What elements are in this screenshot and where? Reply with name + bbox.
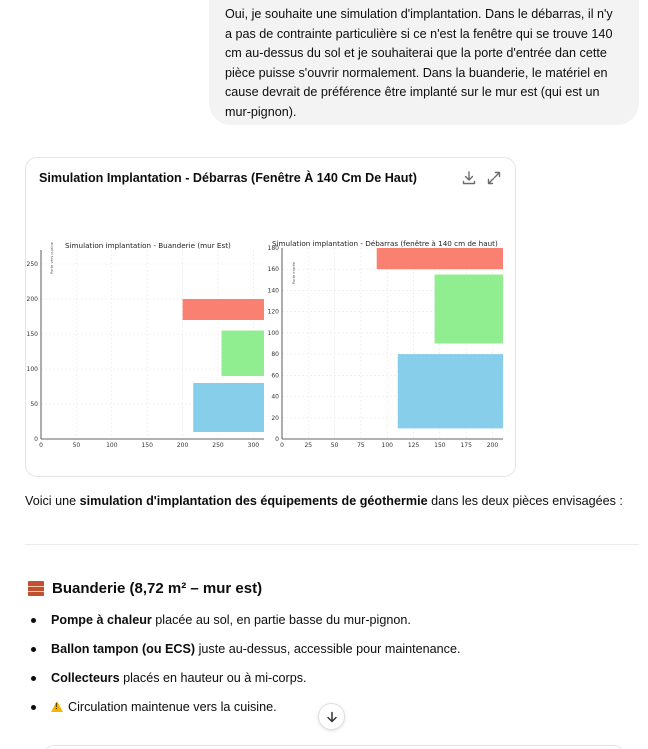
chart-card-title: Simulation Implantation - Débarras (Fenêtre À 140 Cm De Haut): [39, 171, 417, 185]
y-axis-label: Porte entrée: [292, 261, 296, 285]
list-item: [29, 639, 460, 668]
intro-text-start: Voici une: [25, 494, 80, 508]
y-tick-label: 0: [275, 436, 279, 443]
y-tick-label: 60: [271, 372, 279, 380]
x-tick-label: 150: [434, 442, 446, 449]
warning-icon: [51, 701, 63, 712]
section-title: Buanderie (8,72 m² – mur est): [52, 580, 263, 597]
chart-card: [25, 157, 516, 477]
chart-svg: [26, 158, 517, 478]
x-tick-label: 0: [280, 442, 284, 449]
chart-bar: [222, 331, 264, 377]
list-item-bold: Collecteurs: [51, 671, 120, 685]
list-item-text: Circulation maintenue vers la cuisine.: [68, 700, 277, 714]
chart-bar: [435, 275, 503, 344]
x-tick-label: 25: [304, 442, 313, 449]
list-item-text: juste au-dessus, accessible pour maintenance.: [195, 642, 461, 656]
y-tick-label: 50: [30, 401, 38, 408]
subplot-title: Simulation implantation - Débarras (fenêtre à 140 cm de haut): [272, 239, 498, 248]
y-tick-label: 140: [267, 287, 279, 295]
chart-bar: [183, 299, 264, 320]
subplot-title: Simulation implantation - Buanderie (mur Est): [65, 241, 231, 250]
y-tick-label: 120: [267, 308, 279, 316]
x-tick-label: 100: [106, 442, 118, 449]
y-tick-label: 250: [26, 261, 38, 268]
list-item-bold: Ballon tampon (ou ECS): [51, 642, 196, 656]
intro-text-bold: simulation d'implantation des équipements de géothermie: [79, 494, 428, 508]
y-tick-label: 40: [271, 393, 279, 401]
x-tick-label: 125: [407, 442, 420, 449]
x-tick-label: 100: [381, 442, 393, 449]
chart-bar: [193, 383, 264, 432]
arrow-down-icon: [325, 710, 339, 724]
y-tick-label: 180: [267, 245, 279, 252]
section-heading: [28, 580, 262, 597]
x-tick-label: 250: [212, 442, 224, 449]
chart-bar: [377, 248, 503, 269]
x-tick-label: 50: [330, 442, 339, 449]
list-item: [29, 697, 460, 726]
x-tick-label: 300: [247, 442, 260, 449]
chart-bar: [398, 354, 503, 428]
list-item-bold: Pompe à chaleur: [51, 613, 152, 627]
x-tick-label: 200: [486, 442, 499, 449]
y-axis-label: Porte vers cuisine: [50, 242, 54, 274]
x-tick-label: 50: [72, 442, 81, 449]
composer-edge: [44, 745, 624, 749]
scroll-down-button[interactable]: [318, 703, 345, 730]
y-tick-label: 160: [267, 266, 279, 274]
x-tick-label: 0: [39, 442, 43, 449]
x-tick-label: 75: [357, 442, 365, 449]
intro-paragraph: [25, 492, 623, 510]
intro-text-end: dans les deux pièces envisagées :: [427, 494, 623, 508]
download-icon[interactable]: [460, 169, 478, 187]
user-message-bubble: [209, 0, 639, 125]
y-tick-label: 100: [26, 366, 38, 373]
section-divider: [25, 544, 639, 545]
list-item-text: placés en hauteur ou à mi-corps.: [119, 671, 307, 685]
x-tick-label: 150: [141, 442, 153, 449]
list-item: [29, 668, 460, 697]
y-tick-label: 20: [271, 414, 279, 422]
y-tick-label: 150: [26, 331, 38, 338]
list-item: [29, 610, 460, 639]
expand-icon[interactable]: [485, 169, 503, 187]
brick-icon: [28, 581, 44, 596]
y-tick-label: 100: [267, 329, 279, 337]
list-item-text: placée au sol, en partie basse du mur-pignon.: [151, 613, 411, 627]
x-tick-label: 200: [176, 442, 189, 449]
y-tick-label: 0: [34, 436, 38, 443]
y-tick-label: 200: [26, 296, 38, 303]
x-tick-label: 175: [460, 442, 472, 449]
user-message-text: Oui, je souhaite une simulation d'implantation. Dans le débarras, il n'y a pas de contrainte particulière si ce n'est la fenêtre qui se trouve 140 cm au-dessus du sol et je souhaiterai que la porte d'entrée dan cette pièce puisse s'ouvrir normalement. Dans la buanderie, le matériel en cause devrait de préférence être implanté sur le mur est (qui est un mur-pignon).: [225, 7, 613, 119]
y-tick-label: 80: [271, 351, 279, 359]
bullet-list: [29, 610, 460, 726]
